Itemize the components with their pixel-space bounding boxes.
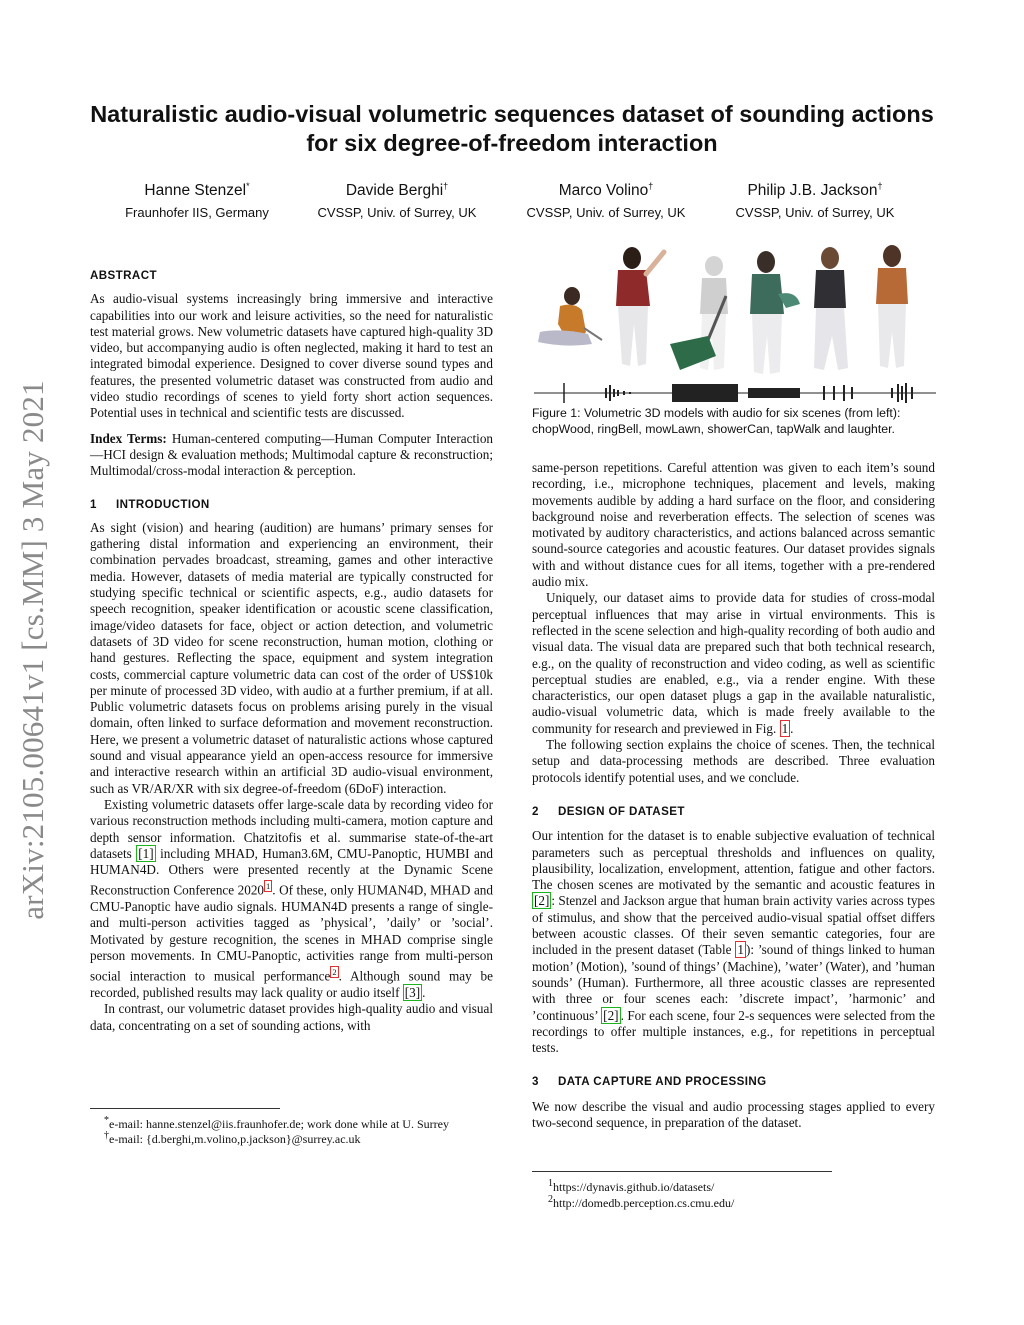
text-run: . xyxy=(422,984,426,1000)
index-terms-text: Human-centered computing—Human Computer Interaction—HCI design & evaluation methods; Multimodal capture & reconstruction; Multimodal/cross-modal interaction & perception. xyxy=(90,430,494,479)
text-run: . For each scene, four 2-s sequences were selected from the recordings to offer multiple instances, e.g., for repetitions in perceptual tests. xyxy=(532,1007,936,1056)
abstract-text: As audio-visual systems increasingly bring immersive and interactive capabilities into our work and leisure activities, so the need for naturalistic test material grows. New volumetric datasets have captured high-quality 3D video, but accompanying audio is often neglected, making it hard to test an integrated bimodal experience. Designed to cover diverse sound types and features, the presented volumetric dataset was constructed from audio and video studio recordings of scenes to yield forty short action sequences. Potential uses in technical and scientific tests are discussed. xyxy=(90,291,493,421)
model-chopwood xyxy=(538,287,602,346)
right-paragraph-3: The following section explains the choice of scenes. Then, the technical setup and data-processing methods are described. Three evaluation protocols identify potential uses, and we conclude. xyxy=(532,737,935,785)
footnote-divider xyxy=(532,1171,832,1172)
author-affiliation: CVSSP, Univ. of Surrey, UK xyxy=(526,205,686,221)
footnote-mark: 2 xyxy=(548,1194,553,1205)
section-title: INTRODUCTION xyxy=(116,497,210,511)
author-name: Philip J.B. Jackson xyxy=(747,182,878,200)
section-heading-capture xyxy=(532,1074,935,1090)
author-affiliation: Fraunhofer IIS, Germany xyxy=(125,205,269,221)
text-run: . Although sound may be recorded, published results may lack quality or audio itself xyxy=(90,968,493,1000)
waveform-mowlawn xyxy=(672,384,738,402)
text-run: including MHAD, Human3.6M, CMU-Panoptic, HUMBI and HUMAN4D. Others were presented recently at the Dynamic Scene Reconstruction Conference 2020 xyxy=(90,845,494,898)
author-block xyxy=(92,176,302,222)
right-column xyxy=(532,460,935,1131)
intro-paragraph-3: In contrast, our volumetric dataset provides high-quality audio and visual data, concentrating on a set of sounding actions, with xyxy=(90,1001,493,1033)
footnote-text: e-mail: hanne.stenzel@iis.fraunhofer.de; work done while at U. Surrey xyxy=(109,1117,449,1131)
text-run: . xyxy=(790,720,794,736)
author-mark: † xyxy=(877,181,883,191)
table-link[interactable]: 1 xyxy=(737,942,744,958)
citation-link[interactable]: [3] xyxy=(404,984,421,1000)
left-column xyxy=(90,268,493,1034)
author-affiliation: CVSSP, Univ. of Surrey, UK xyxy=(735,205,895,221)
figure-link[interactable]: 1 xyxy=(781,720,789,736)
footnote-mark: 1 xyxy=(548,1178,553,1189)
model-ringbell xyxy=(616,247,664,366)
waveform-strip xyxy=(534,380,936,406)
author-block xyxy=(501,176,711,222)
author-name: Davide Berghi xyxy=(345,182,444,200)
arxiv-id-text: arXiv:2105.00641v1 [cs.MM] 3 May 2021 xyxy=(15,380,50,920)
text-run: : Stenzel and Jackson argue that human brain activity varies across types of stimulus, and show that the perceived audio-visual spatial offset differs between acoustic classes. Of their seven semantic categories, four are included in the present dataset (Table xyxy=(532,893,935,958)
footnote-link[interactable]: 1 xyxy=(266,881,271,892)
text-run: Existing volumetric datasets offer large-scale data by recording video for various reconstruction methods including multi-camera, motion capture and depth sensor information. Chatzitofis et al. summarise state-of-the-art datasets xyxy=(90,796,493,861)
model-tapwalk xyxy=(814,247,848,370)
section-title: DESIGN OF DATASET xyxy=(558,804,685,818)
footnote-mark: * xyxy=(104,1115,109,1126)
design-paragraph xyxy=(532,828,935,1056)
text-run: ): ’sound of things linked to human motion’ (Motion), ’sound of things’ (Machine), ’water’ (Water), and ’human sounds’ (Human). Furthermore, all three acoustic classes are represented with three or four scenes each: ’discrete impact’, ’harmonic’ and ’continuous’ xyxy=(532,942,935,1023)
section-heading-introduction xyxy=(90,497,493,513)
author-mark: * xyxy=(246,181,250,191)
model-laughter xyxy=(876,245,908,368)
capture-paragraph: We now describe the visual and audio processing stages applied to every two-second sequence, in preparation of the dataset. xyxy=(532,1098,935,1130)
author-mark: † xyxy=(443,181,449,191)
text-run: . Of these, only HUMAN4D, MHAD and CMU-Panoptic have audio signals. HUMAN4D presents a range of single- and multi-person activities tagged as ’physical’, ’daily’ or ’social’. Motivated by gesture recognition, the scenes in MHAD comprise single person movements. In CMU-Panoptic, activities range from multi-person social interaction to musical performance xyxy=(90,882,493,984)
text-run: Our intention for the dataset is to enable subjective evaluation of technical parameters such as perceptual thresholds and influences on quality, plausibility, localization, envelopment, attention, fatigue and other factors. The chosen scenes are motivated by the semantic and acoustic features in xyxy=(532,828,935,893)
intro-paragraph-2 xyxy=(90,797,493,1001)
citation-link[interactable]: [1] xyxy=(138,845,154,861)
footnote-divider xyxy=(90,1108,280,1109)
author-mark: † xyxy=(648,181,654,191)
section-number: 3 xyxy=(532,1075,539,1089)
footnote-link[interactable]: 2 xyxy=(332,967,337,978)
author-name: Hanne Stenzel xyxy=(144,182,247,200)
model-mowlawn xyxy=(670,256,728,370)
index-terms-label: Index Terms: xyxy=(90,430,167,446)
index-terms xyxy=(90,431,493,480)
author-block xyxy=(292,176,502,222)
footnote-text: e-mail: {d.berghi,m.volino,p.jackson}@surrey.ac.uk xyxy=(109,1132,361,1146)
footnote-url[interactable]: http://domedb.perception.cs.cmu.edu/ xyxy=(553,1196,735,1210)
footnote-mark: † xyxy=(104,1130,109,1141)
footnote-dagger xyxy=(104,1128,504,1147)
citation-link[interactable]: [2] xyxy=(534,893,550,909)
intro-paragraph-1: As sight (vision) and hearing (audition) are humans’ primary senses for gathering distal information and experiencing an environment, their combination pervades broadcast, streaming, games and other interactive media. However, datasets of media material are typically constructed for studying specific technical or scientific aspects, e.g., audio datasets for speech recognition, speaker identification or acoustic scene classification, image/video datasets for face, object or action detection, and volumetric datasets of 3D video for scene reconstruction, human motion, clothing or hand gestures. Reflecting the space, equipment and system integration costs, commercial capture volumetric data can cost of the order of US$10k per minute of processed 3D video, with audio at a further premium, if at all. Public volumetric datasets focus on problems arising purely in the visual domain, often linked to surface deformation and movement reconstruction. Here, we present a volumetric dataset of naturalistic actions whose captured sound and visual appearance yield an open-access resource for immersive and interactive research within an artificial 3D audio-visual environment, such as VR/AR/XR with six degree-of-freedom (6DoF) interaction. xyxy=(90,519,493,796)
text-run: Uniquely, our dataset aims to provide data for studies of cross-modal perceptual influences that may arise in virtual environments. This is reflected in the scene selection and high-quality recording of both audio and visual data. The visual data are prepared such that both technical research, e.g., on the quality of reconstruction and video coding, as well as scientific perceptual studies are enabled, e.g., via a render engine. With these characteristics, our open dataset plugs a gap in the available naturalistic, audio-visual volumetric data, which is made freely available to the community for research and previewed in Fig. xyxy=(532,590,935,736)
right-paragraph-1: same-person repetitions. Careful attention was given to each item’s sound recording, i.e., microphone techniques, placement and levels, making movements audible by adding a hard surface on the floor, and considering background noise and reverberation effects. The selection of scenes was motivated by auditory characteristics, and actions balanced across semantic sound-source categories and acoustic features. Our dataset provides signals with and without distance cues for all items, together with a pre-rendered audio mix. xyxy=(532,460,935,590)
citation-link[interactable]: [2] xyxy=(603,1007,619,1023)
right-paragraph-2 xyxy=(532,590,935,737)
section-title: DATA CAPTURE AND PROCESSING xyxy=(558,1075,767,1089)
audio-waveforms xyxy=(534,380,936,406)
model-showercan xyxy=(750,251,800,374)
waveform-showercan xyxy=(748,388,800,398)
section-number: 1 xyxy=(90,497,97,511)
footnote-url[interactable]: https://dynavis.github.io/datasets/ xyxy=(553,1180,715,1194)
footnote-2 xyxy=(548,1192,928,1211)
section-heading-design xyxy=(532,804,935,820)
arxiv-sidebar-stamp xyxy=(12,340,54,960)
author-block xyxy=(710,176,920,222)
figure-caption: Figure 1: Volumetric 3D models with audio for six scenes (from left): chopWood, ringBell, mowLawn, showerCan, tapWalk and laughter. xyxy=(532,406,901,436)
author-name: Marco Volino xyxy=(558,182,649,200)
author-affiliation: CVSSP, Univ. of Surrey, UK xyxy=(317,205,477,221)
paper-title: Naturalistic audio-visual volumetric sequences dataset of sounding actions for six degree-of-freedom interaction xyxy=(90,101,934,156)
section-number: 2 xyxy=(532,804,539,818)
abstract-heading: ABSTRACT xyxy=(90,269,157,282)
